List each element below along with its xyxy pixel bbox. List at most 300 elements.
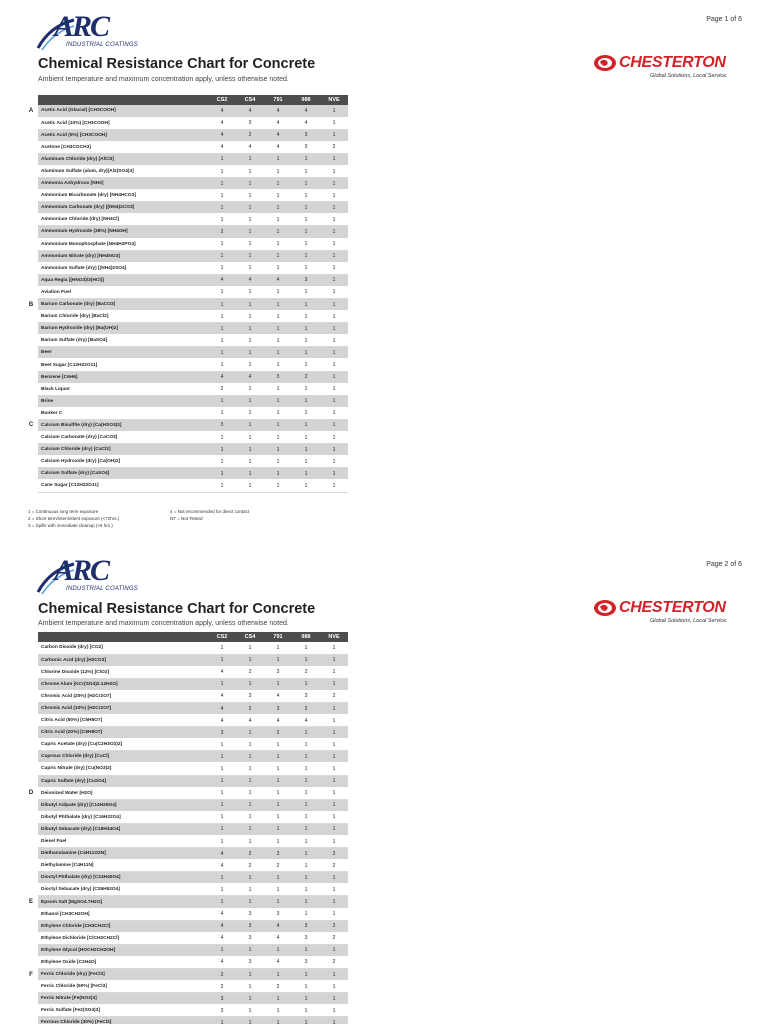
arc-logo-subtext: INDUSTRIAL COATINGS bbox=[66, 42, 138, 48]
table-row bbox=[24, 739, 348, 751]
col-header: 988 bbox=[292, 632, 320, 642]
table-row bbox=[24, 981, 348, 993]
rating-cell: 1 bbox=[208, 190, 236, 202]
rating-cell: 1 bbox=[208, 480, 236, 492]
chesterton-tagline: Global Solutions, Local Service. bbox=[650, 618, 728, 624]
rating-cell: 1 bbox=[264, 202, 292, 214]
chemical-name: Ferric Sulfate [Fe2(SO4)3] bbox=[38, 1005, 208, 1017]
rating-cell: 3 bbox=[292, 141, 320, 153]
rating-cell: 3 bbox=[264, 908, 292, 920]
rating-cell: 3 bbox=[292, 920, 320, 932]
rating-cell: 3 bbox=[236, 908, 264, 920]
table-row bbox=[24, 202, 348, 214]
col-header: 791 bbox=[264, 95, 292, 105]
rating-cell: 1 bbox=[236, 969, 264, 981]
rating-cell: 4 bbox=[236, 715, 264, 727]
rating-cell: 1 bbox=[264, 395, 292, 407]
rating-cell: 1 bbox=[292, 178, 320, 190]
rating-cell: 1 bbox=[292, 347, 320, 359]
table-row bbox=[24, 395, 348, 407]
table-row bbox=[24, 165, 348, 177]
rating-cell: 2 bbox=[236, 848, 264, 860]
rating-cell: 1 bbox=[292, 763, 320, 775]
table-row bbox=[24, 262, 348, 274]
chemical-name: Ethylene Dichloride [ClCH2CH2Cl] bbox=[38, 932, 208, 944]
section-letter bbox=[24, 823, 38, 835]
rating-cell: 4 bbox=[264, 274, 292, 286]
rating-cell: 1 bbox=[292, 860, 320, 872]
table-header-row bbox=[24, 95, 348, 105]
table-row bbox=[24, 480, 348, 492]
rating-cell: 1 bbox=[208, 642, 236, 654]
rating-cell: 1 bbox=[292, 799, 320, 811]
rating-cell: 1 bbox=[292, 383, 320, 395]
legend-item: 2 = Short term/intermittent exposure (<72hrs.) bbox=[28, 516, 120, 521]
rating-cell: 1 bbox=[236, 468, 264, 480]
rating-cell: 1 bbox=[208, 896, 236, 908]
rating-cell: 1 bbox=[320, 371, 348, 383]
rating-cell: 1 bbox=[292, 981, 320, 993]
rating-cell: 1 bbox=[292, 811, 320, 823]
rating-cell: 1 bbox=[236, 480, 264, 492]
rating-cell: 1 bbox=[320, 468, 348, 480]
rating-cell: 1 bbox=[264, 811, 292, 823]
rating-cell: 1 bbox=[264, 262, 292, 274]
rating-cell: 1 bbox=[264, 335, 292, 347]
section-letter bbox=[24, 468, 38, 480]
rating-cell: 1 bbox=[292, 872, 320, 884]
rating-cell: 3 bbox=[292, 956, 320, 968]
col-header: CS2 bbox=[208, 95, 236, 105]
table-row bbox=[24, 836, 348, 848]
section-letter bbox=[24, 848, 38, 860]
rating-cell: 2 bbox=[320, 848, 348, 860]
rating-cell: 3 bbox=[208, 419, 236, 431]
chemical-name: Cuprous Chloride (dry) [CuCl] bbox=[38, 751, 208, 763]
rating-cell: 1 bbox=[208, 823, 236, 835]
rating-cell: 1 bbox=[264, 480, 292, 492]
rating-cell: 1 bbox=[208, 751, 236, 763]
section-letter bbox=[24, 836, 38, 848]
chemical-name: Acetic Acid (10%) [CH3COOH] bbox=[38, 117, 208, 129]
rating-cell: 1 bbox=[292, 238, 320, 250]
chesterton-logo bbox=[593, 599, 743, 639]
chemical-name: Dibutyl Phthalate (dry) [C16H22O4] bbox=[38, 811, 208, 823]
section-letter bbox=[24, 690, 38, 702]
rating-cell: 1 bbox=[320, 993, 348, 1005]
table-row bbox=[24, 141, 348, 153]
chemical-name: Aqua Regia [(HNO3)/3(HCl)] bbox=[38, 274, 208, 286]
rating-cell: 1 bbox=[264, 432, 292, 444]
rating-cell: 1 bbox=[320, 799, 348, 811]
rating-cell: 3 bbox=[208, 993, 236, 1005]
rating-cell: 1 bbox=[292, 153, 320, 165]
rating-cell: 1 bbox=[320, 395, 348, 407]
chemical-col-header bbox=[38, 95, 208, 105]
chesterton-logo-text: CHESTERTON bbox=[619, 599, 726, 616]
section-letter bbox=[24, 286, 38, 298]
rating-cell: 1 bbox=[320, 654, 348, 666]
rating-cell: 1 bbox=[236, 286, 264, 298]
rating-cell: 1 bbox=[320, 419, 348, 431]
rating-cell: 1 bbox=[320, 787, 348, 799]
rating-cell: 1 bbox=[264, 763, 292, 775]
rating-cell: 1 bbox=[292, 678, 320, 690]
rating-cell: 1 bbox=[236, 226, 264, 238]
rating-cell: 1 bbox=[292, 848, 320, 860]
rating-cell: 1 bbox=[292, 642, 320, 654]
rating-cell: 4 bbox=[208, 371, 236, 383]
rating-cell: 2 bbox=[208, 981, 236, 993]
section-letter bbox=[24, 432, 38, 444]
rating-cell: 1 bbox=[264, 311, 292, 323]
rating-cell: 1 bbox=[236, 214, 264, 226]
rating-cell: 1 bbox=[236, 383, 264, 395]
rating-cell: 4 bbox=[264, 715, 292, 727]
section-letter bbox=[24, 371, 38, 383]
table-row bbox=[24, 226, 348, 238]
rating-cell: 1 bbox=[236, 347, 264, 359]
table-row bbox=[24, 250, 348, 262]
chemical-name: Ethylene Glycol [HOCH2CH2OH] bbox=[38, 944, 208, 956]
table-row bbox=[24, 1005, 348, 1017]
rating-cell: 1 bbox=[236, 165, 264, 177]
rating-cell: 1 bbox=[320, 823, 348, 835]
section-letter bbox=[24, 190, 38, 202]
rating-cell: 1 bbox=[292, 165, 320, 177]
chemical-name: Ammonium Nitrate (dry) [NH4NO3] bbox=[38, 250, 208, 262]
table-row bbox=[24, 117, 348, 129]
table-row bbox=[24, 969, 348, 981]
section-letter bbox=[24, 763, 38, 775]
rating-cell: 1 bbox=[320, 129, 348, 141]
rating-cell: 1 bbox=[236, 456, 264, 468]
arc-logo bbox=[36, 12, 146, 58]
rating-cell: 1 bbox=[320, 811, 348, 823]
rating-cell: 1 bbox=[320, 715, 348, 727]
rating-cell: 1 bbox=[264, 286, 292, 298]
rating-cell: 4 bbox=[236, 105, 264, 117]
rating-cell: 1 bbox=[236, 981, 264, 993]
rating-cell: 4 bbox=[208, 274, 236, 286]
table-row bbox=[24, 896, 348, 908]
arc-logo-subtext: INDUSTRIAL COATINGS bbox=[66, 586, 138, 592]
rating-cell: 1 bbox=[208, 739, 236, 751]
section-letter bbox=[24, 944, 38, 956]
rating-cell: 1 bbox=[320, 311, 348, 323]
rating-cell: 1 bbox=[236, 763, 264, 775]
rating-cell: 1 bbox=[236, 1017, 264, 1024]
rating-cell: 1 bbox=[208, 678, 236, 690]
chemical-name: Calcium Bisulfite (dry) [Ca(HSO3)2] bbox=[38, 419, 208, 431]
rating-cell: 1 bbox=[292, 993, 320, 1005]
rating-cell: 1 bbox=[292, 202, 320, 214]
rating-cell: 3 bbox=[292, 274, 320, 286]
table-row bbox=[24, 444, 348, 456]
rating-cell: 1 bbox=[264, 190, 292, 202]
rating-cell: 1 bbox=[264, 944, 292, 956]
rating-cell: 1 bbox=[320, 727, 348, 739]
chemical-name: Ammonium Carbonate (dry) [(NH4)2CO3] bbox=[38, 202, 208, 214]
section-letter bbox=[24, 981, 38, 993]
section-letter bbox=[24, 678, 38, 690]
rating-cell: 2 bbox=[320, 920, 348, 932]
rating-cell: 3 bbox=[292, 690, 320, 702]
arc-logo-text: ARC bbox=[54, 554, 109, 587]
rating-cell: 1 bbox=[320, 981, 348, 993]
rating-cell: 4 bbox=[292, 105, 320, 117]
section-letter bbox=[24, 274, 38, 286]
rating-cell: 4 bbox=[208, 956, 236, 968]
table-row bbox=[24, 359, 348, 371]
rating-cell: 1 bbox=[292, 884, 320, 896]
chemical-name: Ethylene Chloride [CH3CH2Cl] bbox=[38, 920, 208, 932]
section-letter bbox=[24, 202, 38, 214]
rating-cell: 1 bbox=[320, 751, 348, 763]
rating-cell: 1 bbox=[320, 908, 348, 920]
rating-cell: 1 bbox=[264, 642, 292, 654]
section-letter bbox=[24, 811, 38, 823]
rating-cell: 2 bbox=[208, 383, 236, 395]
section-letter bbox=[24, 335, 38, 347]
section-letter bbox=[24, 444, 38, 456]
table-row bbox=[24, 775, 348, 787]
rating-cell: 1 bbox=[292, 727, 320, 739]
rating-cell: 1 bbox=[292, 226, 320, 238]
table-row bbox=[24, 347, 348, 359]
table-row bbox=[24, 787, 348, 799]
rating-cell: 1 bbox=[320, 666, 348, 678]
table-row bbox=[24, 129, 348, 141]
rating-cell: 1 bbox=[236, 395, 264, 407]
chesterton-logo-text: CHESTERTON bbox=[619, 54, 726, 71]
rating-cell: 4 bbox=[264, 129, 292, 141]
rating-cell: 1 bbox=[208, 238, 236, 250]
rating-cell: 1 bbox=[292, 836, 320, 848]
table-row bbox=[24, 105, 348, 117]
rating-cell: 1 bbox=[292, 444, 320, 456]
table-row bbox=[24, 299, 348, 311]
table-row bbox=[24, 153, 348, 165]
table-row bbox=[24, 908, 348, 920]
chemical-name: Ferric Chloride (dry) [FeCl3] bbox=[38, 969, 208, 981]
rating-cell: 4 bbox=[292, 117, 320, 129]
chesterton-logo bbox=[593, 54, 743, 94]
rating-cell: 1 bbox=[208, 811, 236, 823]
section-letter bbox=[24, 359, 38, 371]
rating-cell: 3 bbox=[264, 666, 292, 678]
rating-cell: 4 bbox=[236, 274, 264, 286]
chemical-name: Ferric Chloride (50%) [FeCl3] bbox=[38, 981, 208, 993]
rating-cell: 4 bbox=[264, 141, 292, 153]
rating-cell: 1 bbox=[236, 250, 264, 262]
rating-cell: 1 bbox=[236, 444, 264, 456]
page-number: Page 1 of 6 bbox=[706, 16, 742, 23]
rating-cell: 1 bbox=[292, 468, 320, 480]
section-letter bbox=[24, 932, 38, 944]
rating-cell: 1 bbox=[208, 944, 236, 956]
rating-cell: 1 bbox=[264, 383, 292, 395]
rating-cell: 1 bbox=[292, 944, 320, 956]
table-row bbox=[24, 323, 348, 335]
section-letter bbox=[24, 727, 38, 739]
section-letter bbox=[24, 262, 38, 274]
rating-cell: 1 bbox=[292, 262, 320, 274]
rating-cell: 1 bbox=[208, 872, 236, 884]
rating-cell: 1 bbox=[292, 823, 320, 835]
rating-cell: 1 bbox=[236, 311, 264, 323]
legend-right bbox=[170, 508, 249, 522]
rating-cell: 1 bbox=[208, 286, 236, 298]
rating-cell: 1 bbox=[292, 896, 320, 908]
rating-cell: 1 bbox=[264, 823, 292, 835]
rating-cell: 2 bbox=[264, 981, 292, 993]
section-letter bbox=[24, 739, 38, 751]
chesterton-tagline: Global Solutions, Local Service. bbox=[650, 73, 728, 79]
page-number: Page 2 of 6 bbox=[706, 561, 742, 568]
section-letter bbox=[24, 238, 38, 250]
rating-cell: 3 bbox=[208, 1005, 236, 1017]
rating-cell: 1 bbox=[320, 323, 348, 335]
table-row bbox=[24, 678, 348, 690]
rating-cell: 1 bbox=[320, 1005, 348, 1017]
table-row bbox=[24, 872, 348, 884]
rating-cell: 1 bbox=[320, 642, 348, 654]
rating-cell: 1 bbox=[208, 456, 236, 468]
table-row bbox=[24, 666, 348, 678]
rating-cell: 2 bbox=[236, 702, 264, 714]
chemical-name: Barium Chloride (dry) [BaCl2] bbox=[38, 311, 208, 323]
chemical-name: Cupric Nitrate (dry) [Cu(NO3)2] bbox=[38, 763, 208, 775]
table-row bbox=[24, 383, 348, 395]
rating-cell: 1 bbox=[236, 678, 264, 690]
rating-cell: 2 bbox=[292, 666, 320, 678]
table-row bbox=[24, 311, 348, 323]
section-letter bbox=[24, 920, 38, 932]
rating-cell: 1 bbox=[320, 1017, 348, 1024]
section-letter bbox=[24, 323, 38, 335]
chemical-name: Beet Sugar [C12H22O11] bbox=[38, 359, 208, 371]
rating-cell: 1 bbox=[264, 359, 292, 371]
chemical-name: Cupric Sulfate (dry) [CuSO4] bbox=[38, 775, 208, 787]
chemical-col-header bbox=[38, 632, 208, 642]
rating-cell: 1 bbox=[292, 419, 320, 431]
section-letter bbox=[24, 666, 38, 678]
rating-cell: 1 bbox=[264, 419, 292, 431]
rating-cell: 1 bbox=[236, 262, 264, 274]
rating-cell: 2 bbox=[264, 860, 292, 872]
table-row bbox=[24, 432, 348, 444]
rating-cell: 1 bbox=[264, 739, 292, 751]
rating-cell: 1 bbox=[264, 238, 292, 250]
rating-cell: 1 bbox=[264, 1017, 292, 1024]
chemical-name: Calcium Carbonate (dry) [CaCO3] bbox=[38, 432, 208, 444]
rating-cell: 1 bbox=[264, 787, 292, 799]
rating-cell: 1 bbox=[320, 190, 348, 202]
section-letter bbox=[24, 751, 38, 763]
section-letter bbox=[24, 884, 38, 896]
rating-cell: 1 bbox=[264, 407, 292, 419]
section-letter: A bbox=[24, 105, 38, 117]
rating-cell: 1 bbox=[208, 799, 236, 811]
chemical-name: Citric Acid (20%) [C6H8O7] bbox=[38, 727, 208, 739]
rating-cell: 1 bbox=[264, 896, 292, 908]
rating-cell: 4 bbox=[208, 860, 236, 872]
rating-cell: 2 bbox=[236, 129, 264, 141]
legend-item: NT = Not Tested bbox=[170, 516, 203, 521]
rating-cell: 1 bbox=[236, 335, 264, 347]
chemical-name: Ferrous Chloride (30%) [FeCl2] bbox=[38, 1017, 208, 1024]
rating-cell: 1 bbox=[208, 763, 236, 775]
rating-cell: 1 bbox=[208, 323, 236, 335]
rating-cell: 1 bbox=[264, 165, 292, 177]
table-row bbox=[24, 274, 348, 286]
rating-cell: 1 bbox=[320, 238, 348, 250]
rating-cell: 4 bbox=[208, 117, 236, 129]
rating-cell: 4 bbox=[208, 848, 236, 860]
chemical-name: Calcium Hydroxide (dry) [Ca(OH)2] bbox=[38, 456, 208, 468]
rating-cell: 1 bbox=[320, 407, 348, 419]
rating-cell: 2 bbox=[320, 932, 348, 944]
rating-cell: 2 bbox=[208, 969, 236, 981]
rating-cell: 1 bbox=[208, 468, 236, 480]
rating-cell: 1 bbox=[264, 751, 292, 763]
rating-cell: 1 bbox=[208, 395, 236, 407]
table-row bbox=[24, 884, 348, 896]
rating-cell: 1 bbox=[236, 190, 264, 202]
chemical-name: Dibutyl Sebacate (dry) [C18H34O4] bbox=[38, 823, 208, 835]
section-letter bbox=[24, 395, 38, 407]
chemical-name: Acetic Acid (5%) [CH3COOH] bbox=[38, 129, 208, 141]
section-letter bbox=[24, 165, 38, 177]
section-letter: E bbox=[24, 896, 38, 908]
section-letter bbox=[24, 117, 38, 129]
table-row bbox=[24, 371, 348, 383]
rating-cell: 1 bbox=[236, 407, 264, 419]
section-letter: B bbox=[24, 299, 38, 311]
rating-cell: 1 bbox=[264, 456, 292, 468]
table-row bbox=[24, 456, 348, 468]
chemical-name: Carbonic Acid (dry) [H2CO3] bbox=[38, 654, 208, 666]
rating-cell: 1 bbox=[320, 969, 348, 981]
legend-item: 1 = Continuous long term exposure bbox=[28, 509, 99, 514]
rating-cell: 4 bbox=[208, 105, 236, 117]
rating-cell: 1 bbox=[320, 202, 348, 214]
rating-cell: 1 bbox=[236, 896, 264, 908]
table-header-row bbox=[24, 632, 348, 642]
rating-cell: 1 bbox=[320, 444, 348, 456]
chemical-name: Diethanolamine [C4H11O2N] bbox=[38, 848, 208, 860]
rating-cell: 4 bbox=[264, 932, 292, 944]
rating-cell: 1 bbox=[208, 787, 236, 799]
section-letter bbox=[24, 1017, 38, 1024]
rating-cell: 1 bbox=[208, 432, 236, 444]
section-letter bbox=[24, 908, 38, 920]
rating-cell: 1 bbox=[292, 654, 320, 666]
chemical-name: Ethylene Oxide [C2H4O] bbox=[38, 956, 208, 968]
rating-cell: 1 bbox=[292, 1017, 320, 1024]
rating-cell: 1 bbox=[292, 775, 320, 787]
chemical-name: Ammonia Anhydrous [NH3] bbox=[38, 178, 208, 190]
col-header: 791 bbox=[264, 632, 292, 642]
table-row bbox=[24, 944, 348, 956]
rating-cell: 4 bbox=[264, 920, 292, 932]
table-row bbox=[24, 468, 348, 480]
rating-cell: 1 bbox=[236, 727, 264, 739]
chemical-name: Black Liquor bbox=[38, 383, 208, 395]
rating-cell: 1 bbox=[236, 419, 264, 431]
table-row bbox=[24, 419, 348, 431]
